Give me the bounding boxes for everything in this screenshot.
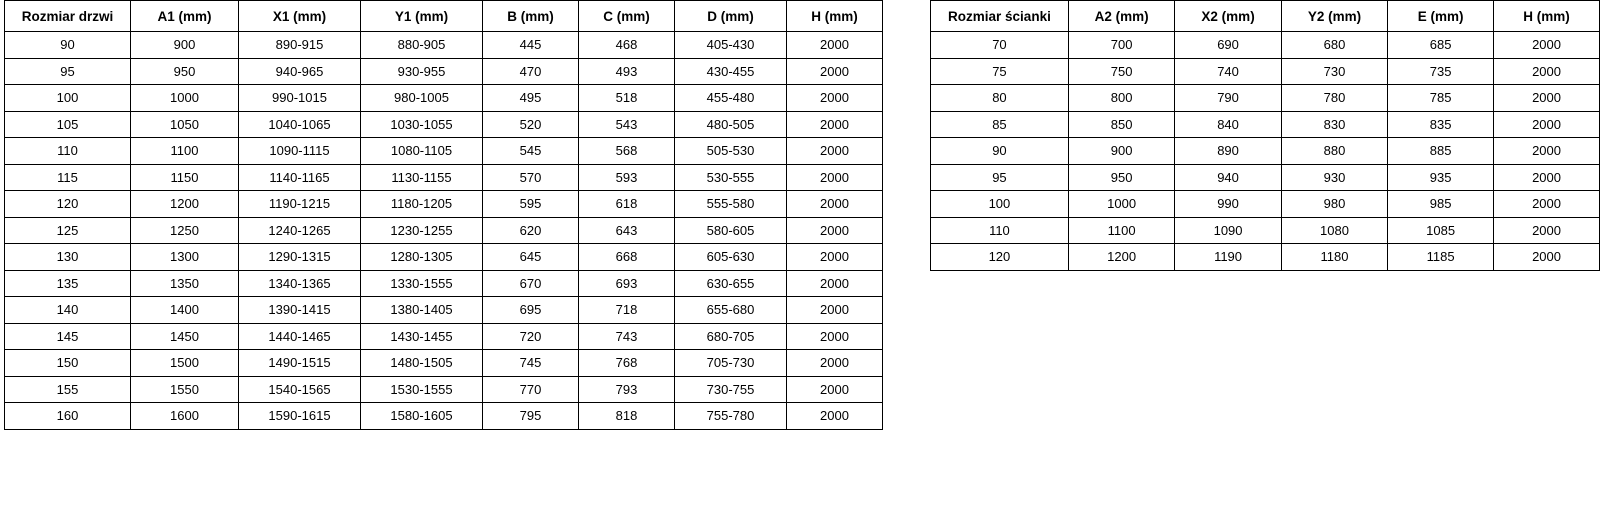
cell: 405-430 [675, 32, 787, 59]
cell: 620 [483, 217, 579, 244]
cell: 1590-1615 [239, 403, 361, 430]
cell: 1200 [1068, 244, 1174, 271]
cell: 2000 [787, 58, 883, 85]
table-row [5, 32, 883, 59]
cell: 750 [1068, 58, 1174, 85]
cell: 145 [5, 323, 131, 350]
cell: 1400 [131, 297, 239, 324]
cell: 643 [579, 217, 675, 244]
cell: 1090 [1175, 217, 1281, 244]
cell: 555-580 [675, 191, 787, 218]
cell: 430-455 [675, 58, 787, 85]
walls-table-header [931, 1, 1600, 32]
cell: 1230-1255 [361, 217, 483, 244]
table-header-row [931, 1, 1600, 32]
column-header-h: H (mm) [787, 1, 883, 32]
table-row [931, 32, 1600, 59]
cell: 720 [483, 323, 579, 350]
cell: 2000 [787, 164, 883, 191]
table-row [5, 111, 883, 138]
table-row [5, 350, 883, 377]
cell: 1350 [131, 270, 239, 297]
cell: 768 [579, 350, 675, 377]
cell: 1600 [131, 403, 239, 430]
table-row [931, 111, 1600, 138]
table-row [5, 164, 883, 191]
cell: 930-955 [361, 58, 483, 85]
cell: 95 [5, 58, 131, 85]
cell: 1080 [1281, 217, 1387, 244]
cell: 1040-1065 [239, 111, 361, 138]
cell: 1480-1505 [361, 350, 483, 377]
cell: 160 [5, 403, 131, 430]
cell: 795 [483, 403, 579, 430]
cell: 835 [1388, 111, 1494, 138]
cell: 1500 [131, 350, 239, 377]
cell: 470 [483, 58, 579, 85]
cell: 495 [483, 85, 579, 112]
cell: 155 [5, 376, 131, 403]
cell: 1380-1405 [361, 297, 483, 324]
cell: 580-605 [675, 217, 787, 244]
cell: 880 [1281, 138, 1387, 165]
cell: 2000 [787, 270, 883, 297]
cell: 2000 [787, 244, 883, 271]
cell: 2000 [787, 350, 883, 377]
cell: 2000 [787, 376, 883, 403]
cell: 2000 [787, 217, 883, 244]
cell: 900 [1068, 138, 1174, 165]
cell: 2000 [1494, 244, 1600, 271]
cell: 840 [1175, 111, 1281, 138]
cell: 980 [1281, 191, 1387, 218]
doors-table-body [5, 32, 883, 430]
cell: 2000 [787, 403, 883, 430]
cell: 930 [1281, 164, 1387, 191]
cell: 755-780 [675, 403, 787, 430]
table-row [5, 138, 883, 165]
cell: 80 [931, 85, 1069, 112]
cell: 618 [579, 191, 675, 218]
cell: 1530-1555 [361, 376, 483, 403]
cell: 700 [1068, 32, 1174, 59]
column-header-c: C (mm) [579, 1, 675, 32]
cell: 568 [579, 138, 675, 165]
cell: 1240-1265 [239, 217, 361, 244]
cell: 455-480 [675, 85, 787, 112]
cell: 135 [5, 270, 131, 297]
cell: 645 [483, 244, 579, 271]
cell: 1300 [131, 244, 239, 271]
cell: 890 [1175, 138, 1281, 165]
cell: 693 [579, 270, 675, 297]
cell: 890-915 [239, 32, 361, 59]
cell: 980-1005 [361, 85, 483, 112]
cell: 900 [131, 32, 239, 59]
cell: 1050 [131, 111, 239, 138]
column-header-rozmiar-drzwi: Rozmiar drzwi [5, 1, 131, 32]
cell: 718 [579, 297, 675, 324]
cell: 468 [579, 32, 675, 59]
cell: 90 [931, 138, 1069, 165]
cell: 1030-1055 [361, 111, 483, 138]
cell: 985 [1388, 191, 1494, 218]
cell: 655-680 [675, 297, 787, 324]
cell: 730 [1281, 58, 1387, 85]
cell: 100 [5, 85, 131, 112]
table-row [5, 58, 883, 85]
cell: 100 [931, 191, 1069, 218]
cell: 493 [579, 58, 675, 85]
doors-table-header [5, 1, 883, 32]
table-row [5, 191, 883, 218]
cell: 1550 [131, 376, 239, 403]
table-row [5, 403, 883, 430]
cell: 140 [5, 297, 131, 324]
cell: 2000 [787, 323, 883, 350]
table-header-row [5, 1, 883, 32]
cell: 1580-1605 [361, 403, 483, 430]
cell: 605-630 [675, 244, 787, 271]
cell: 520 [483, 111, 579, 138]
cell: 1430-1455 [361, 323, 483, 350]
cell: 1540-1565 [239, 376, 361, 403]
cell: 730-755 [675, 376, 787, 403]
cell: 880-905 [361, 32, 483, 59]
cell: 130 [5, 244, 131, 271]
cell: 1140-1165 [239, 164, 361, 191]
table-row [5, 217, 883, 244]
cell: 95 [931, 164, 1069, 191]
column-header-h: H (mm) [1494, 1, 1600, 32]
cell: 740 [1175, 58, 1281, 85]
column-header-b: B (mm) [483, 1, 579, 32]
cell: 125 [5, 217, 131, 244]
cell: 110 [5, 138, 131, 165]
cell: 1100 [131, 138, 239, 165]
column-header-a2: A2 (mm) [1068, 1, 1174, 32]
cell: 1180 [1281, 244, 1387, 271]
cell: 545 [483, 138, 579, 165]
cell: 2000 [787, 111, 883, 138]
cell: 685 [1388, 32, 1494, 59]
table-row [931, 244, 1600, 271]
table-row [931, 191, 1600, 218]
table-row [931, 164, 1600, 191]
cell: 75 [931, 58, 1069, 85]
cell: 1090-1115 [239, 138, 361, 165]
cell: 1290-1315 [239, 244, 361, 271]
cell: 120 [931, 244, 1069, 271]
cell: 1150 [131, 164, 239, 191]
cell: 780 [1281, 85, 1387, 112]
cell: 850 [1068, 111, 1174, 138]
cell: 2000 [1494, 58, 1600, 85]
cell: 1200 [131, 191, 239, 218]
cell: 680 [1281, 32, 1387, 59]
cell: 1130-1155 [361, 164, 483, 191]
cell: 745 [483, 350, 579, 377]
cell: 695 [483, 297, 579, 324]
table-row [931, 85, 1600, 112]
cell: 1190 [1175, 244, 1281, 271]
cell: 770 [483, 376, 579, 403]
cell: 1490-1515 [239, 350, 361, 377]
cell: 2000 [787, 297, 883, 324]
cell: 595 [483, 191, 579, 218]
table-row [5, 244, 883, 271]
cell: 668 [579, 244, 675, 271]
cell: 570 [483, 164, 579, 191]
table-row [5, 297, 883, 324]
column-header-e: E (mm) [1388, 1, 1494, 32]
column-header-a1: A1 (mm) [131, 1, 239, 32]
doors-dimensions-table-container [4, 0, 883, 430]
column-header-x2: X2 (mm) [1175, 1, 1281, 32]
cell: 690 [1175, 32, 1281, 59]
cell: 885 [1388, 138, 1494, 165]
cell: 543 [579, 111, 675, 138]
cell: 950 [1068, 164, 1174, 191]
cell: 790 [1175, 85, 1281, 112]
cell: 785 [1388, 85, 1494, 112]
doors-dimensions-table [4, 0, 883, 430]
cell: 110 [931, 217, 1069, 244]
cell: 2000 [1494, 191, 1600, 218]
cell: 530-555 [675, 164, 787, 191]
column-header-rozmiar-scianki: Rozmiar ścianki [931, 1, 1069, 32]
cell: 630-655 [675, 270, 787, 297]
cell: 940 [1175, 164, 1281, 191]
cell: 940-965 [239, 58, 361, 85]
cell: 1280-1305 [361, 244, 483, 271]
cell: 2000 [787, 85, 883, 112]
cell: 480-505 [675, 111, 787, 138]
cell: 1085 [1388, 217, 1494, 244]
cell: 2000 [1494, 138, 1600, 165]
cell: 115 [5, 164, 131, 191]
cell: 2000 [787, 191, 883, 218]
cell: 743 [579, 323, 675, 350]
cell: 445 [483, 32, 579, 59]
cell: 793 [579, 376, 675, 403]
cell: 1190-1215 [239, 191, 361, 218]
walls-dimensions-table-container [930, 0, 1600, 271]
cell: 950 [131, 58, 239, 85]
cell: 2000 [1494, 111, 1600, 138]
column-header-d: D (mm) [675, 1, 787, 32]
cell: 2000 [1494, 32, 1600, 59]
cell: 830 [1281, 111, 1387, 138]
cell: 818 [579, 403, 675, 430]
column-header-y1: Y1 (mm) [361, 1, 483, 32]
cell: 120 [5, 191, 131, 218]
cell: 1080-1105 [361, 138, 483, 165]
cell: 518 [579, 85, 675, 112]
cell: 1340-1365 [239, 270, 361, 297]
walls-table-body [931, 32, 1600, 271]
cell: 70 [931, 32, 1069, 59]
cell: 105 [5, 111, 131, 138]
cell: 2000 [1494, 85, 1600, 112]
cell: 1390-1415 [239, 297, 361, 324]
cell: 2000 [1494, 217, 1600, 244]
cell: 705-730 [675, 350, 787, 377]
cell: 680-705 [675, 323, 787, 350]
cell: 1330-1555 [361, 270, 483, 297]
cell: 990 [1175, 191, 1281, 218]
cell: 1250 [131, 217, 239, 244]
cell: 1185 [1388, 244, 1494, 271]
cell: 935 [1388, 164, 1494, 191]
cell: 735 [1388, 58, 1494, 85]
cell: 800 [1068, 85, 1174, 112]
table-row [5, 323, 883, 350]
cell: 1180-1205 [361, 191, 483, 218]
cell: 1000 [1068, 191, 1174, 218]
cell: 85 [931, 111, 1069, 138]
cell: 1100 [1068, 217, 1174, 244]
table-row [931, 58, 1600, 85]
cell: 2000 [787, 138, 883, 165]
cell: 1450 [131, 323, 239, 350]
cell: 670 [483, 270, 579, 297]
table-row [931, 217, 1600, 244]
table-row [5, 85, 883, 112]
column-header-y2: Y2 (mm) [1281, 1, 1387, 32]
cell: 990-1015 [239, 85, 361, 112]
cell: 1440-1465 [239, 323, 361, 350]
table-row [5, 376, 883, 403]
cell: 2000 [1494, 164, 1600, 191]
cell: 1000 [131, 85, 239, 112]
cell: 150 [5, 350, 131, 377]
cell: 593 [579, 164, 675, 191]
table-row [5, 270, 883, 297]
cell: 505-530 [675, 138, 787, 165]
column-header-x1: X1 (mm) [239, 1, 361, 32]
cell: 2000 [787, 32, 883, 59]
cell: 90 [5, 32, 131, 59]
walls-dimensions-table [930, 0, 1600, 271]
table-row [931, 138, 1600, 165]
